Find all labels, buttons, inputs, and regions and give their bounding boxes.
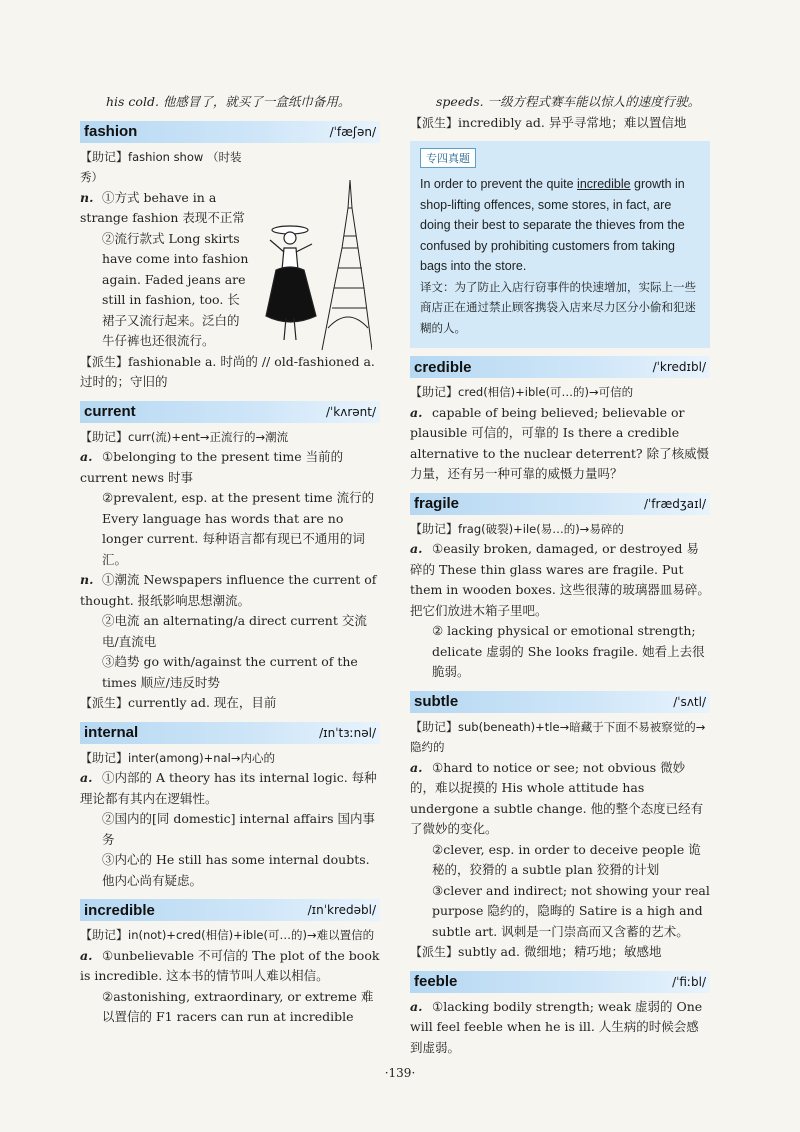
sense: ②clever, esp. in order to deceive people 诡秘的，狡猾的 a subtle plan 狡猾的计划 — [432, 841, 701, 877]
derivation: 【派生】subtly ad. 微细地；精巧地；敏感地 — [410, 944, 662, 959]
right-column — [410, 92, 710, 1058]
exam-question-box — [410, 141, 710, 348]
mnemonic: 【助记】sub(beneath)+tle→暗藏于下面不易被察觉的→隐约的 — [410, 719, 706, 754]
phonetic: /ɪnˈtɜːnəl/ — [319, 725, 376, 740]
phonetic: /ˈsʌtl/ — [673, 694, 706, 709]
mnemonic: 【助记】inter(among)+nal→内心的 — [80, 750, 275, 765]
headword: feeble — [414, 973, 458, 990]
phonetic: /ˈfæʃən/ — [329, 124, 376, 139]
derivation: 【派生】currently ad. 现在，目前 — [80, 695, 277, 710]
phonetic: /ˈfiːbl/ — [672, 974, 706, 989]
headword: incredible — [84, 901, 155, 919]
sense: a. ①内部的 A theory has its internal logic. 每种理论都有其内在逻辑性。 — [80, 770, 377, 806]
entry-header-credible — [410, 356, 710, 378]
sense: ②流行款式 Long skirts have come into fashion again. Faded jeans are still in fashion, too. 长裙子又流行起来。泛白的牛仔裤也还很流行。 — [102, 230, 249, 348]
sense: a. ①lacking bodily strength; weak 虚弱的 One will feel feeble when he is ill. 人生病的时候会感到虚弱。 — [410, 998, 703, 1055]
phonetic: /ɪnˈkredəbl/ — [307, 903, 376, 917]
sense: ③内心的 He still has some internal doubts. 他内心尚有疑虑。 — [102, 852, 370, 888]
headword: current — [84, 403, 136, 420]
mnemonic: 【助记】cred(相信)+ible(可…的)→可信的 — [410, 385, 634, 399]
entry-header-feeble — [410, 971, 710, 993]
woman-figure — [266, 226, 316, 340]
exam-badge: 专四真题 — [420, 148, 476, 168]
entry-header-subtle — [410, 691, 710, 713]
mnemonic: 【助记】fashion show （时装秀） — [80, 149, 242, 184]
headword: fashion — [84, 123, 138, 140]
sense: a. capable of being believed; believable or plausible 可信的，可靠的 Is there a credible alternative to the nuclear deterrent? 除了核威慑力量，还有另一种可靠的威慑力量吗？ — [410, 404, 710, 481]
entry-header-incredible — [80, 899, 380, 921]
sense: ③趋势 go with/against the current of the times 顺应/违反时势 — [102, 654, 358, 690]
sense: a. ①hard to notice or see; not obvious 微妙的，难以捉摸的 His whole attitude has undergone a subtle change. 他的整个态度已经有了微妙的变化。 — [410, 759, 704, 836]
carry-over-text: his cold. 他感冒了，就买了一盒纸巾备用。 — [106, 94, 351, 109]
sense: ②prevalent, esp. at the present time 流行的 Every language has words that are no longer current. 每种语言都有现已不通用的词汇。 — [102, 490, 375, 567]
derivation: 【派生】fashionable a. 时尚的 // old-fashioned a. 过时的；守旧的 — [80, 353, 375, 389]
eiffel-tower-illustration — [262, 178, 372, 358]
sense: n. ①潮流 Newspapers influence the current of thought. 报纸影响思想潮流。 — [80, 572, 377, 608]
phonetic: /ˈfrædʒaɪl/ — [643, 496, 706, 511]
sense: a. ①unbelievable 不可信的 The plot of the book is incredible. 这本书的情节叫人难以相信。 — [80, 947, 380, 983]
sense: ③clever and indirect; not showing your real purpose 隐约的，隐晦的 Satire is a high and subtle art. 讽刺是一门崇高而又含蓄的艺术。 — [432, 882, 710, 939]
exam-translation: 译文：为了防止入店行窃事件的快速增加，实际上一些商店正在通过禁止顾客携袋入店来尽力区分小偷和犯迷糊的人。 — [420, 279, 696, 335]
sense: ②astonishing, extraordinary, or extreme 难以置信的 F1 racers can run at incredible — [102, 988, 374, 1024]
entry-header-internal — [80, 722, 380, 744]
headword: credible — [414, 358, 472, 376]
entry-header-fragile — [410, 493, 710, 515]
entry-header-current — [80, 401, 380, 423]
sense: ②国内的[同 domestic] internal affairs 国内事务 — [102, 811, 375, 847]
headword: internal — [84, 724, 139, 741]
eiffel-tower — [322, 180, 372, 350]
phonetic: /ˈkʌrənt/ — [325, 404, 376, 419]
headword: fragile — [414, 495, 460, 512]
sense: a. ①easily broken, damaged, or destroyed 易碎的 These thin glass wares are fragile. Put them in wooden boxes. 这些很薄的玻璃器皿易碎。把它们放进木箱子里吧。 — [410, 541, 710, 618]
sense: ②电流 an alternating/a direct current 交流电/直流电 — [102, 613, 367, 649]
exam-sentence: In order to prevent the quite incredible growth in shop-lifting offences, some stores, in fact, are doing their best to separate the thieves from the confused by prohibiting customers from taking bags into the store. — [420, 177, 685, 273]
mnemonic: 【助记】curr(流)+ent→正流行的→潮流 — [80, 429, 289, 444]
derivation: 【派生】incredibly ad. 异乎寻常地；难以置信地 — [410, 114, 687, 130]
phonetic: /ˈkredɪbl/ — [652, 360, 706, 374]
mnemonic: 【助记】in(not)+cred(相信)+ible(可…的)→难以置信的 — [80, 928, 375, 942]
sense: a. ①belonging to the present time 当前的 current news 时事 — [80, 449, 344, 485]
entry-header-fashion — [80, 121, 380, 143]
sense: n. ①方式 behave in a strange fashion 表现不正常 — [80, 189, 245, 225]
page-number: ·139· — [384, 1066, 416, 1080]
carry-over-text: speeds. 一级方程式赛车能以惊人的速度行驶。 — [436, 94, 701, 109]
headword: subtle — [414, 693, 459, 710]
mnemonic: 【助记】frag(破裂)+ile(易…的)→易碎的 — [410, 521, 624, 536]
sense: ② lacking physical or emotional strength; delicate 虚弱的 She looks fragile. 她看上去很脆弱。 — [432, 623, 705, 679]
